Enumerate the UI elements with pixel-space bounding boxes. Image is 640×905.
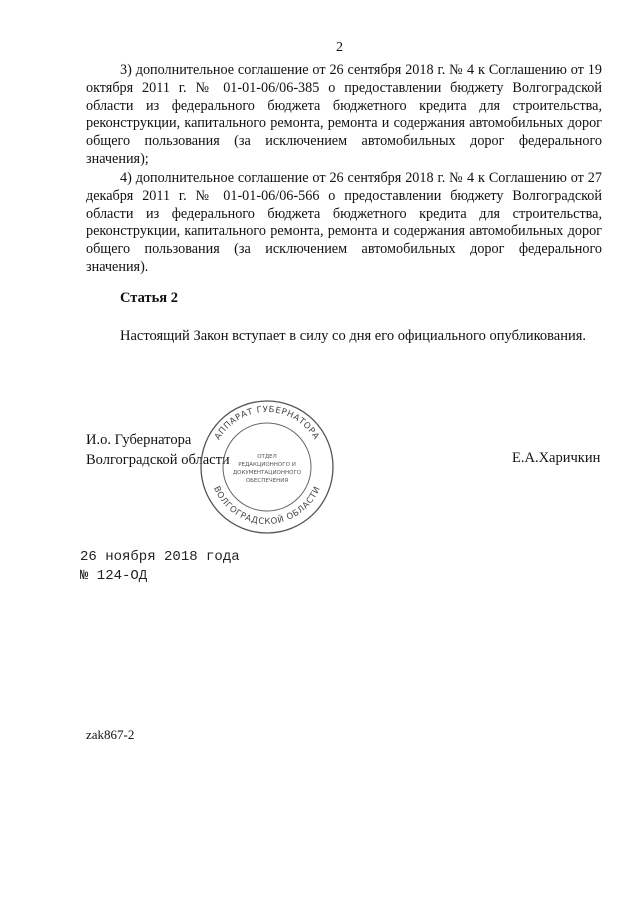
signer-title-line2: Волгоградской области [86, 452, 230, 468]
signer-title-line1: И.о. Губернатора [86, 432, 192, 448]
registration-number: № 124-ОД [80, 568, 148, 584]
stamp-center-line3: ДОКУМЕНТАЦИОННОГО [232, 470, 302, 476]
stamp-center-line1: ОТДЕЛ [257, 454, 277, 460]
list-item-agreement-3: 3) дополнительное соглашение от 26 сентября 2018 г. № 4 к Соглашению от 19 октября 2011 г. № 01-01-06/06-385 о предоставлении бюджету Волгоградской области из федерального бюджета бюджетного кредита для строительства, реконструкции, капитального ремонта, ремонта и содержания автомобильных дорог общего пользования (за исключением автомобильных дорог федерального значения); [86, 62, 602, 167]
stamp-center-line2: РЕДАКЦИОННОГО И [238, 462, 296, 468]
footer-code: zak867-2 [86, 727, 135, 742]
signer-name: Е.А.Харичкин [512, 450, 601, 466]
registration-date: 26 ноября 2018 года [80, 549, 240, 565]
article-heading: Статья 2 [120, 290, 178, 306]
article-text: Настоящий Закон вступает в силу со дня его официального опубликования. [120, 328, 587, 344]
page-number: 2 [336, 40, 343, 55]
stamp-bottom-text: ВОЛГОГРАДСКОЙ ОБЛАСТИ [211, 484, 323, 528]
official-stamp [198, 398, 336, 536]
registration-block [80, 548, 240, 586]
stamp-top-text: АППАРАТ ГУБЕРНАТОРА [213, 404, 321, 442]
stamp-center-line4: ОБЕСПЕЧЕНИЯ [245, 478, 289, 484]
list-item-agreement-4: 4) дополнительное соглашение от 26 сентября 2018 г. № 4 к Соглашению от 27 декабря 2011 г. № 01-01-06/06-566 о предоставлении бюджету Волгоградской области из федерального бюджета бюджетного кредита для строительства, реконструкции, капитального ремонта, ремонта и содержания автомобильных дорог общего пользования (за исключением автомобильных дорог федерального значения). [86, 170, 602, 275]
